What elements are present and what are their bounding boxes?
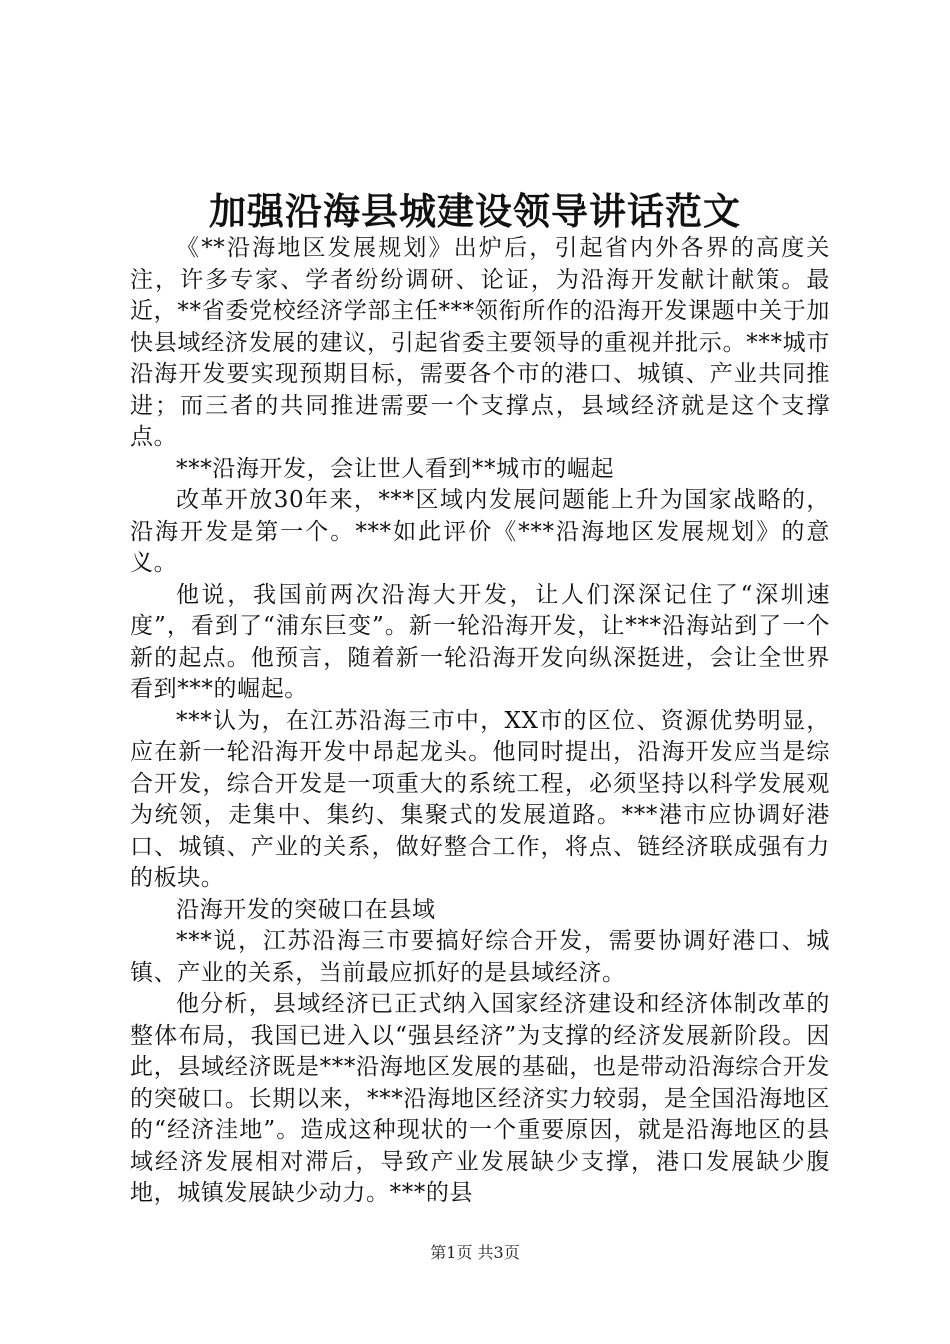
section-heading-rise: ***沿海开发，会让世人看到**城市的崛起 [176, 455, 615, 482]
document-title: 加强沿海县城建设领导讲话范文 [209, 189, 741, 233]
page-footer: 第1页 共3页 [430, 1243, 520, 1262]
paragraph-development: 他说，我国前两次沿海大开发，让人们深深记住了“深圳速度”，看到了“浦东巨变”。新一轮沿海开发，让***沿海站到了一个新的起点。他预言，随着新一轮沿海开发向纵深挺进，会让全世界看到***的崛起。 [130, 581, 830, 702]
section-heading-county: 沿海开发的突破口在县域 [176, 896, 436, 923]
document-body [130, 233, 830, 1210]
paragraph-comprehensive: ***认为，在江苏沿海三市中，XX市的区位、资源优势明显，应在新一轮沿海开发中昂起龙头。他同时提出，沿海开发应当是综合开发，综合开发是一项重大的系统工程，必须坚持以科学发展观为统领，走集中、集约、集聚式的发展道路。***港市应协调好港口、城镇、产业的关系，做好整合工作，将点、链经济联成强有力的板块。 [130, 707, 830, 891]
paragraph-analysis: 他分析，县域经济已正式纳入国家经济建设和经济体制改革的整体布局，我国已进入以“强县经济”为支撑的经济发展新阶段。因此，县域经济既是***沿海地区发展的基础，也是带动沿海综合开发的突破口。长期以来，***沿海地区经济实力较弱，是全国沿海地区的“经济洼地”。造成这种现状的一个重要原因，就是沿海地区的县域经济发展相对滞后，导致产业发展缺少支撑，港口发展缺少腹地，城镇发展缺少动力。***的县 [130, 991, 830, 1206]
paragraph-county-economy: ***说，江苏沿海三市要搞好综合开发，需要协调好港口、城镇、产业的关系，当前最应抓好的是县域经济。 [130, 928, 830, 986]
paragraph-intro: 《**沿海地区发展规划》出炉后，引起省内外各界的高度关注，许多专家、学者纷纷调研、论证，为沿海开发献计献策。最近，**省委党校经济学部主任***领衔所作的沿海开发课题中关于加快县域经济发展的建议，引起省委主要领导的重视并批示。***城市沿海开发要实现预期目标，需要各个市的港口、城镇、产业共同推进；而三者的共同推进需要一个支撑点，县域经济就是这个支撑点。 [130, 235, 830, 450]
paragraph-reform: 改革开放30年来，***区域内发展问题能上升为国家战略的，沿海开发是第一个。***如此评价《***沿海地区发展规划》的意义。 [130, 487, 830, 576]
